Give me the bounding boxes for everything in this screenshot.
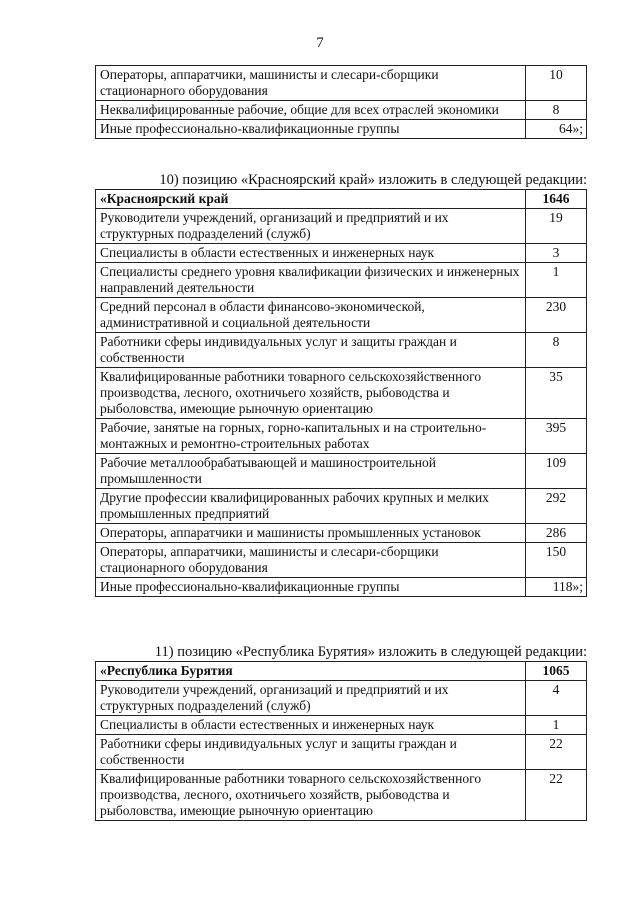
row-name: Операторы, аппаратчики, машинисты и слесари-сборщики стационарного оборудования (96, 543, 526, 578)
section-heading: 10) позицию «Красноярский край» изложить в следующей редакции: (159, 172, 587, 188)
table-row (96, 298, 587, 333)
row-value: 10 (526, 66, 587, 101)
section-heading: 11) позицию «Республика Бурятия» изложить в следующей редакции: (154, 644, 587, 660)
row-value: 1 (526, 716, 587, 735)
table-row (96, 681, 587, 716)
row-name: Рабочие, занятые на горных, горно-капитальных и на строительно-монтажных и ремонтно-строительных работах (96, 419, 526, 454)
row-value: 118»; (526, 578, 587, 597)
row-value: 35 (526, 368, 587, 419)
row-name: Иные профессионально-квалификационные группы (96, 578, 526, 597)
table-row (96, 543, 587, 578)
region-total: 1065 (526, 662, 587, 681)
row-name: Работники сферы индивидуальных услуг и защиты граждан и собственности (96, 735, 526, 770)
row-name: Специалисты среднего уровня квалификации физических и инженерных направлений деятельности (96, 263, 526, 298)
row-value: 22 (526, 735, 587, 770)
table-row (96, 333, 587, 368)
row-value: 292 (526, 489, 587, 524)
row-value: 286 (526, 524, 587, 543)
table-row (96, 578, 587, 597)
table-row (96, 244, 587, 263)
row-value: 8 (526, 101, 587, 120)
continuation-table (95, 65, 587, 139)
row-name: Операторы, аппаратчики и машинисты промышленных установок (96, 524, 526, 543)
table-row (96, 454, 587, 489)
row-value: 230 (526, 298, 587, 333)
table-row (96, 716, 587, 735)
row-name: Другие профессии квалифицированных рабочих крупных и мелких промышленных предприятий (96, 489, 526, 524)
table-row (96, 368, 587, 419)
krasnoyarsk-table (95, 189, 587, 597)
row-name: Рабочие металлообрабатывающей и машиностроительной промышленности (96, 454, 526, 489)
row-value: 109 (526, 454, 587, 489)
table-row (96, 120, 587, 139)
region-total: 1646 (526, 190, 587, 209)
row-name: Иные профессионально-квалификационные группы (96, 120, 526, 139)
table-row (96, 101, 587, 120)
row-name: Неквалифицированные рабочие, общие для всех отраслей экономики (96, 101, 526, 120)
row-name: Квалифицированные работники товарного сельскохозяйственного производства, лесного, охотничьего хозяйств, рыбоводства и рыболовства, имеющие рыночную ориентацию (96, 770, 526, 821)
row-name: Руководители учреждений, организаций и предприятий и их структурных подразделений (служб) (96, 681, 526, 716)
row-value: 1 (526, 263, 587, 298)
buryatia-table (95, 661, 587, 821)
table-row (96, 489, 587, 524)
table-row (96, 419, 587, 454)
row-name: Руководители учреждений, организаций и предприятий и их структурных подразделений (служб) (96, 209, 526, 244)
region-name: «Красноярский край (96, 190, 526, 209)
row-value: 3 (526, 244, 587, 263)
row-value: 150 (526, 543, 587, 578)
row-name: Специалисты в области естественных и инженерных наук (96, 244, 526, 263)
row-value: 22 (526, 770, 587, 821)
row-value: 8 (526, 333, 587, 368)
row-value: 19 (526, 209, 587, 244)
row-name: Операторы, аппаратчики, машинисты и слесари-сборщики стационарного оборудования (96, 66, 526, 101)
row-value: 64»; (526, 120, 587, 139)
table-row (96, 263, 587, 298)
page-number: 7 (316, 35, 324, 51)
table-row (96, 209, 587, 244)
table-header-row (96, 190, 587, 209)
row-value: 395 (526, 419, 587, 454)
table-row (96, 770, 587, 821)
row-name: Квалифицированные работники товарного сельскохозяйственного производства, лесного, охотничьего хозяйств, рыбоводства и рыболовства, имеющие рыночную ориентацию (96, 368, 526, 419)
table-row (96, 735, 587, 770)
table-row (96, 524, 587, 543)
region-name: «Республика Бурятия (96, 662, 526, 681)
row-name: Специалисты в области естественных и инженерных наук (96, 716, 526, 735)
table-row (96, 66, 587, 101)
table-header-row (96, 662, 587, 681)
row-value: 4 (526, 681, 587, 716)
row-name: Работники сферы индивидуальных услуг и защиты граждан и собственности (96, 333, 526, 368)
row-name: Средний персонал в области финансово-экономической, административной и социальной деятельности (96, 298, 526, 333)
